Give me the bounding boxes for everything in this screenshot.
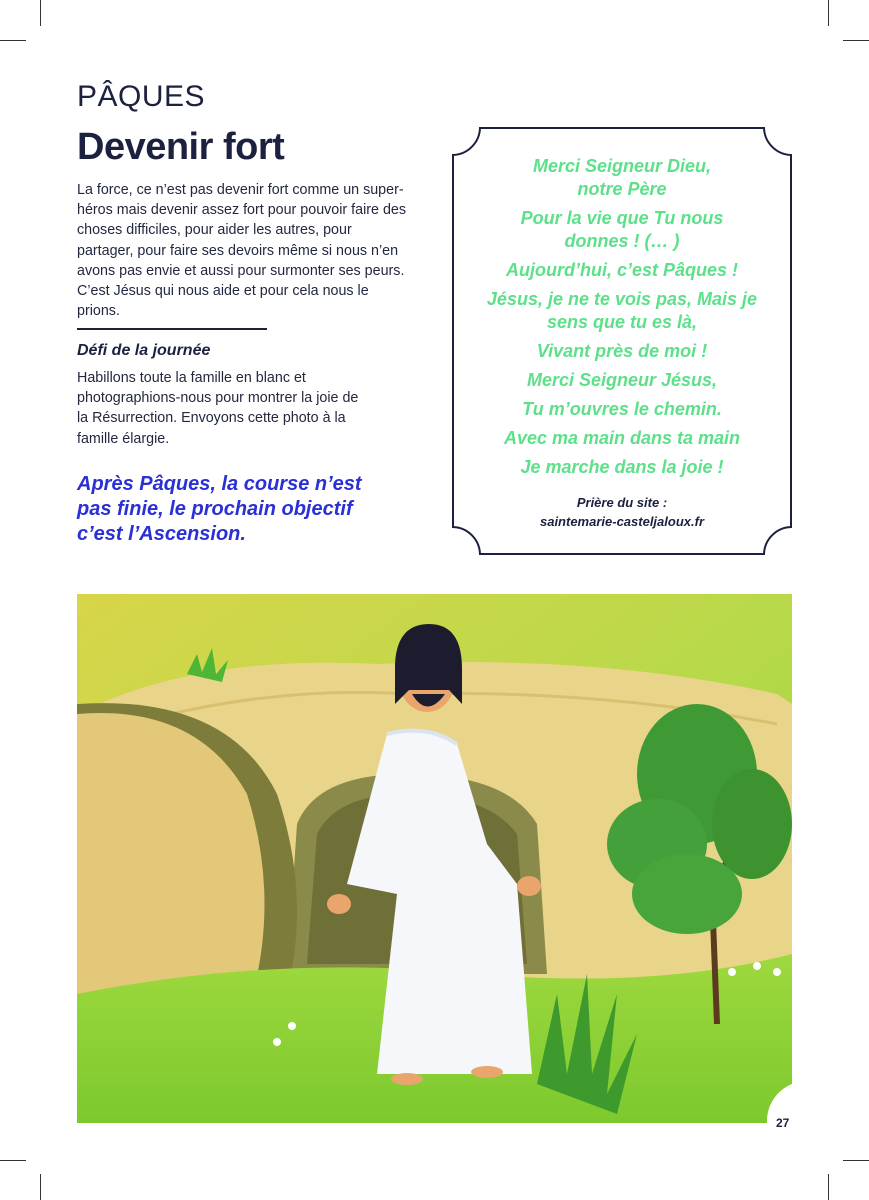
source-site: saintemarie-casteljaloux.fr [539, 514, 705, 529]
crop-mark [828, 1174, 829, 1200]
prayer-line: Vivant près de moi ! [536, 341, 708, 361]
prayer-line: Tu m’ouvres le chemin. [522, 399, 722, 419]
prayer-line: Jésus, je ne te vois pas, Mais je sens que tu es là, [486, 289, 758, 332]
prayer-line: Merci Seigneur Jésus, [526, 370, 718, 390]
prayer-text [458, 155, 786, 485]
crop-mark [828, 0, 829, 26]
callout-text: Après Pâques, la course n’est pas finie, le prochain objectif c’est l’Ascension. [77, 473, 362, 545]
intro-paragraph: La force, ce n’est pas devenir fort comme un super-héros mais devenir assez fort pour pouvoir faire des choses difficiles, pour aider les autres, pour partager, pour faire ses devoirs même si nous n’en avons pas envie et aussi pour surmonter ses peurs. C’est Jésus qui nous aide et pour cela nous le prions. [77, 182, 406, 320]
page-number: 27 [776, 1116, 790, 1130]
prayer-line: Avec ma main dans ta main [503, 428, 741, 448]
source-label: Prière du site : [576, 495, 668, 510]
resurrection-illustration [77, 594, 792, 1123]
crop-mark [843, 1160, 869, 1161]
prayer-source [458, 493, 786, 531]
prayer-line: Pour la vie que Tu nous donnes ! (… ) [520, 208, 724, 251]
divider [77, 328, 267, 330]
challenge-text: Habillons toute la famille en blanc et photographions-nous pour montrer la joie de la Résurrection. Envoyons cette photo à la famille élargie. [77, 370, 359, 447]
crop-mark [40, 0, 41, 26]
prayer-line: Merci Seigneur Dieu, notre Père [532, 156, 712, 199]
crop-mark [843, 40, 869, 41]
crop-mark [40, 1174, 41, 1200]
prayer-line: Je marche dans la joie ! [520, 457, 724, 477]
page-title: Devenir fort [77, 126, 285, 168]
crop-mark [0, 1160, 26, 1161]
challenge-heading: Défi de la journée [77, 342, 211, 359]
prayer-line: Aujourd’hui, c’est Pâques ! [505, 260, 739, 280]
crop-mark [0, 40, 26, 41]
section-heading: PÂQUES [77, 80, 206, 113]
